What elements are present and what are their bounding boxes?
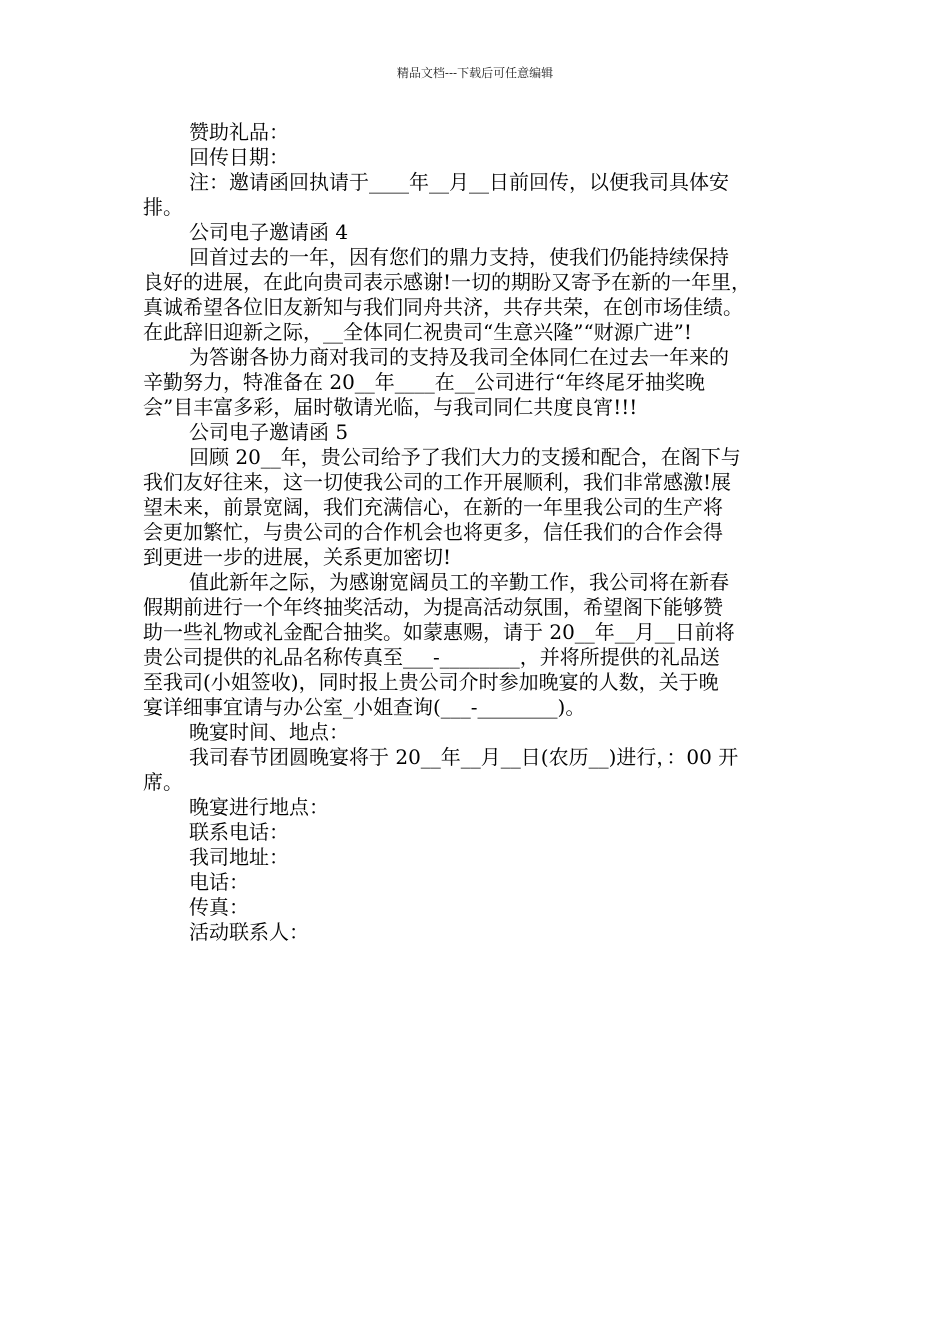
text-line: 公司电子邀请函 4	[189, 220, 349, 244]
text-line: 公司电子邀请函 5	[189, 420, 349, 444]
text-line: 席。	[143, 770, 183, 794]
text-line: 假期前进行一个年终抽奖活动，为提高活动氛围，希望阁下能够赞	[143, 595, 723, 619]
text-line: 在此辞旧迎新之际，__全体同仁祝贵司“生意兴隆”“财源广进”!	[143, 320, 692, 344]
text-line: 我们友好往来，这一切使我公司的工作开展顺利，我们非常感激!展	[143, 470, 732, 494]
text-line: 辛勤努力，特准备在 20__年____在__公司进行“年终尾牙抽奖晚	[143, 370, 706, 394]
text-line: 传真：	[189, 895, 249, 919]
text-line: 回首过去的一年，因有您们的鼎力支持，使我们仍能持续保持	[189, 245, 729, 269]
text-line: 到更进一步的进展，关系更加密切!	[143, 545, 452, 569]
text-line: 值此新年之际，为感谢宽阔员工的辛勤工作，我公司将在新春	[189, 570, 729, 594]
text-line: 会”目丰富多彩，届时敬请光临，与我司同仁共度良宵!!!	[143, 395, 638, 419]
text-line: 排。	[143, 195, 183, 219]
document-body	[143, 120, 811, 945]
text-line: 我司地址：	[189, 845, 289, 869]
text-line: 回顾 20__年，贵公司给予了我们大力的支援和配合，在阁下与	[189, 445, 741, 469]
text-line: 晚宴时间、地点：	[189, 720, 349, 744]
text-line: 为答谢各协力商对我司的支持及我司全体同仁在过去一年来的	[189, 345, 729, 369]
text-line: 会更加繁忙，与贵公司的合作机会也将更多，信任我们的合作会得	[143, 520, 723, 544]
text-line: 晚宴进行地点：	[189, 795, 329, 819]
text-line: 注：邀请函回执请于____年__月__日前回传，以便我司具体安	[189, 170, 729, 194]
text-line: 宴详细事宜请与办公室_小姐查询(___-________)。	[143, 695, 586, 719]
text-line: 助一些礼物或礼金配合抽奖。如蒙惠赐，请于 20__年__月__日前将	[143, 620, 735, 644]
text-line: 望未来，前景宽阔，我们充满信心，在新的一年里我公司的生产将	[143, 495, 723, 519]
text-line: 我司春节团圆晚宴将于 20__年__月__日(农历__)进行，：00 开	[189, 745, 739, 769]
text-line: 联系电话：	[189, 820, 289, 844]
text-line: 电话：	[189, 870, 249, 894]
text-line: 良好的进展，在此向贵司表示感谢!一切的期盼又寄予在新的一年里，	[143, 270, 752, 294]
text-line: 赞助礼品：	[189, 120, 289, 144]
text-line: 回传日期：	[189, 145, 289, 169]
page-header: 精品文档---下载后可任意编辑	[396, 66, 554, 80]
text-line: 真诚希望各位旧友新知与我们同舟共济，共存共荣，在创市场佳绩。	[143, 295, 743, 319]
text-line: 贵公司提供的礼品名称传真至___-________，并将所提供的礼品送	[143, 645, 720, 669]
text-line: 活动联系人：	[189, 920, 309, 944]
text-line: 至我司(小姐签收)，同时报上贵公司介时参加晚宴的人数，关于晚	[143, 670, 719, 694]
